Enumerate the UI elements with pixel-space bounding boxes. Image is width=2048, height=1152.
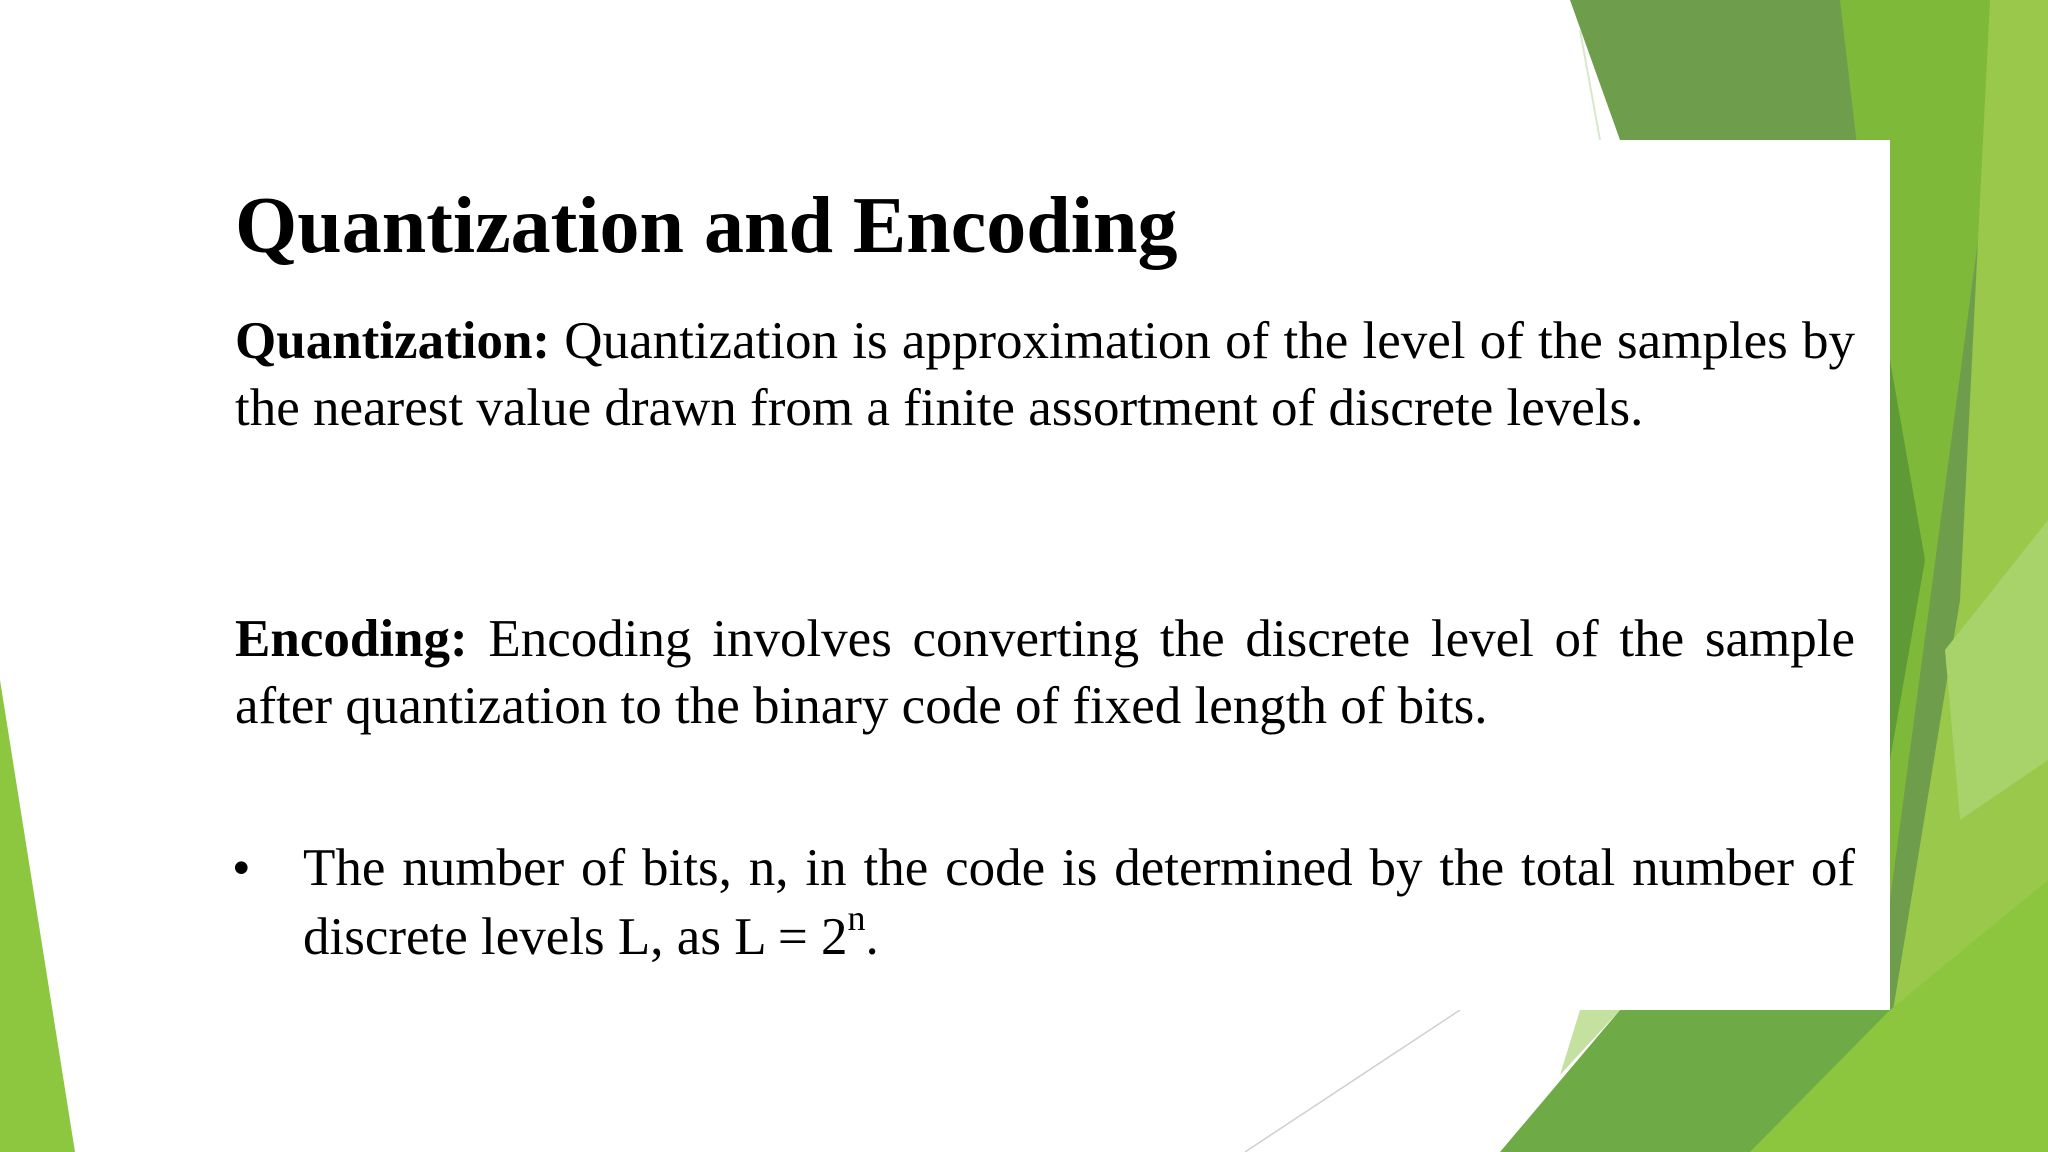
quantization-definition: Quantization is approximation of the level of the samples by the nearest value drawn from a finite assortment of discrete levels. — [235, 312, 1855, 437]
quantization-paragraph — [235, 308, 1855, 442]
exponent-superscript: n — [847, 898, 866, 938]
slide-title: Quantization and Encoding — [235, 182, 1178, 270]
accent-line-bottom — [1245, 1010, 1460, 1152]
encoding-paragraph — [235, 606, 1855, 740]
green-shape-left — [0, 680, 75, 1152]
bullet-text — [303, 834, 1855, 972]
bullet-body: The number of bits, n, in the code is determined by the total number of discrete levels L, as L = 2 — [303, 839, 1855, 966]
encoding-term: Encoding: — [235, 610, 468, 668]
encoding-definition: Encoding involves converting the discrete level of the sample after quantization to the binary code of fixed length of bits. — [235, 610, 1855, 735]
quantization-term: Quantization: — [235, 312, 551, 370]
bullet-marker: • — [232, 839, 251, 897]
bullet-end: . — [865, 908, 879, 966]
